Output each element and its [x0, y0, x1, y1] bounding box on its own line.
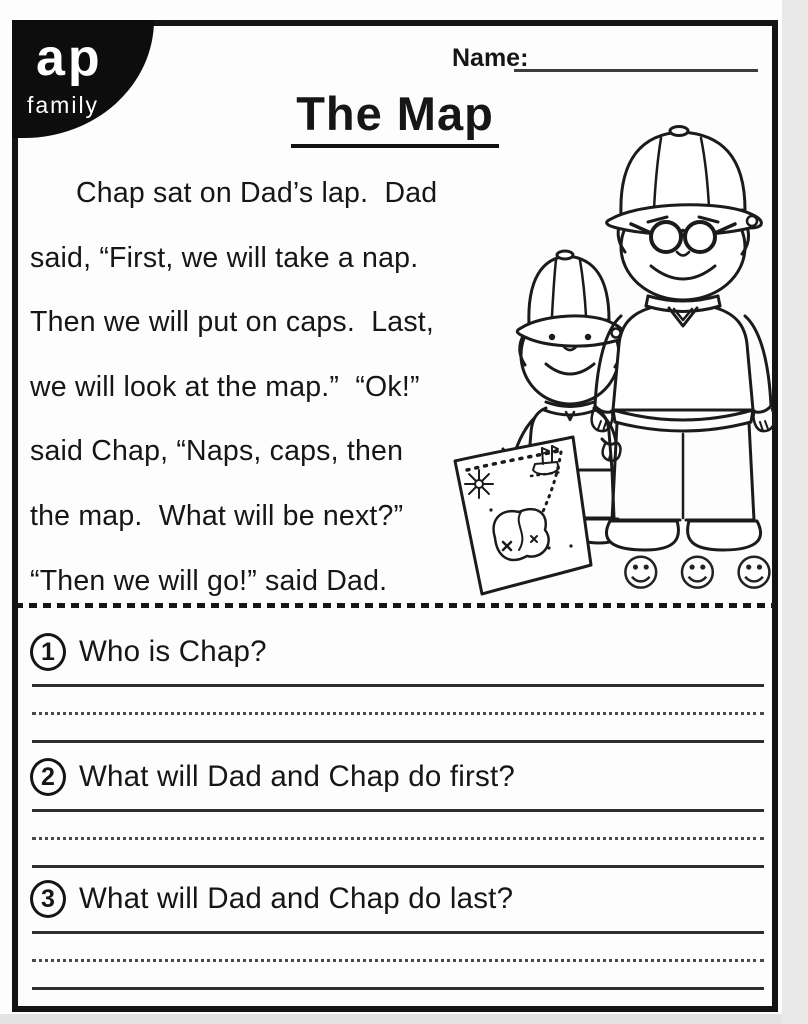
question-row	[30, 631, 764, 673]
smiley-row	[621, 553, 774, 593]
answer-line-solid	[32, 809, 764, 812]
answer-line-solid	[32, 684, 764, 687]
passage-line: Then we will put on caps. Last,	[30, 306, 435, 339]
dad-and-boy-with-map-illustration	[445, 118, 790, 598]
section-divider	[15, 603, 775, 608]
passage-line: we will look at the map.” “Ok!”	[30, 370, 420, 403]
answer-line-solid	[32, 865, 764, 868]
passage-line: said, “First, we will take a nap.	[30, 241, 419, 274]
smiley-icon: ☺	[677, 551, 718, 595]
answer-line-solid	[32, 740, 764, 743]
question-number-badge: 2	[30, 758, 66, 796]
answer-line-solid	[32, 987, 764, 990]
question-text: What will Dad and Chap do first?	[79, 760, 515, 793]
passage-line: the map. What will be next?”	[30, 499, 404, 532]
question-block-2	[30, 756, 764, 868]
passage-line: said Chap, “Naps, caps, then	[30, 435, 404, 468]
brand-name: ap	[36, 29, 103, 87]
passage-line: Chap sat on Dad’s lap. Dad	[76, 177, 438, 209]
answer-line-dotted	[32, 712, 764, 715]
question-text: Who is Chap?	[79, 635, 267, 668]
question-number-badge: 3	[30, 880, 66, 918]
question-text: What will Dad and Chap do last?	[79, 882, 514, 915]
name-label: Name:	[452, 44, 529, 72]
page-title: The Map	[291, 86, 499, 148]
smiley-icon: ☺	[734, 551, 774, 595]
answer-line-solid	[32, 931, 764, 934]
answer-line-dotted	[32, 837, 764, 840]
question-number-badge: 1	[30, 633, 66, 671]
question-block-3	[30, 878, 764, 990]
question-block-1	[30, 631, 764, 743]
passage-line: “Then we will go!” said Dad.	[30, 564, 388, 597]
name-write-line	[514, 47, 758, 72]
question-row	[30, 756, 764, 798]
dad-figure	[592, 127, 775, 551]
question-row	[30, 878, 764, 920]
smiley-icon: ☺	[621, 551, 661, 595]
answer-line-dotted	[32, 959, 764, 962]
brand-subtitle: family	[27, 92, 100, 118]
scan-margin-bottom	[0, 1014, 782, 1024]
treasure-map	[455, 437, 591, 594]
